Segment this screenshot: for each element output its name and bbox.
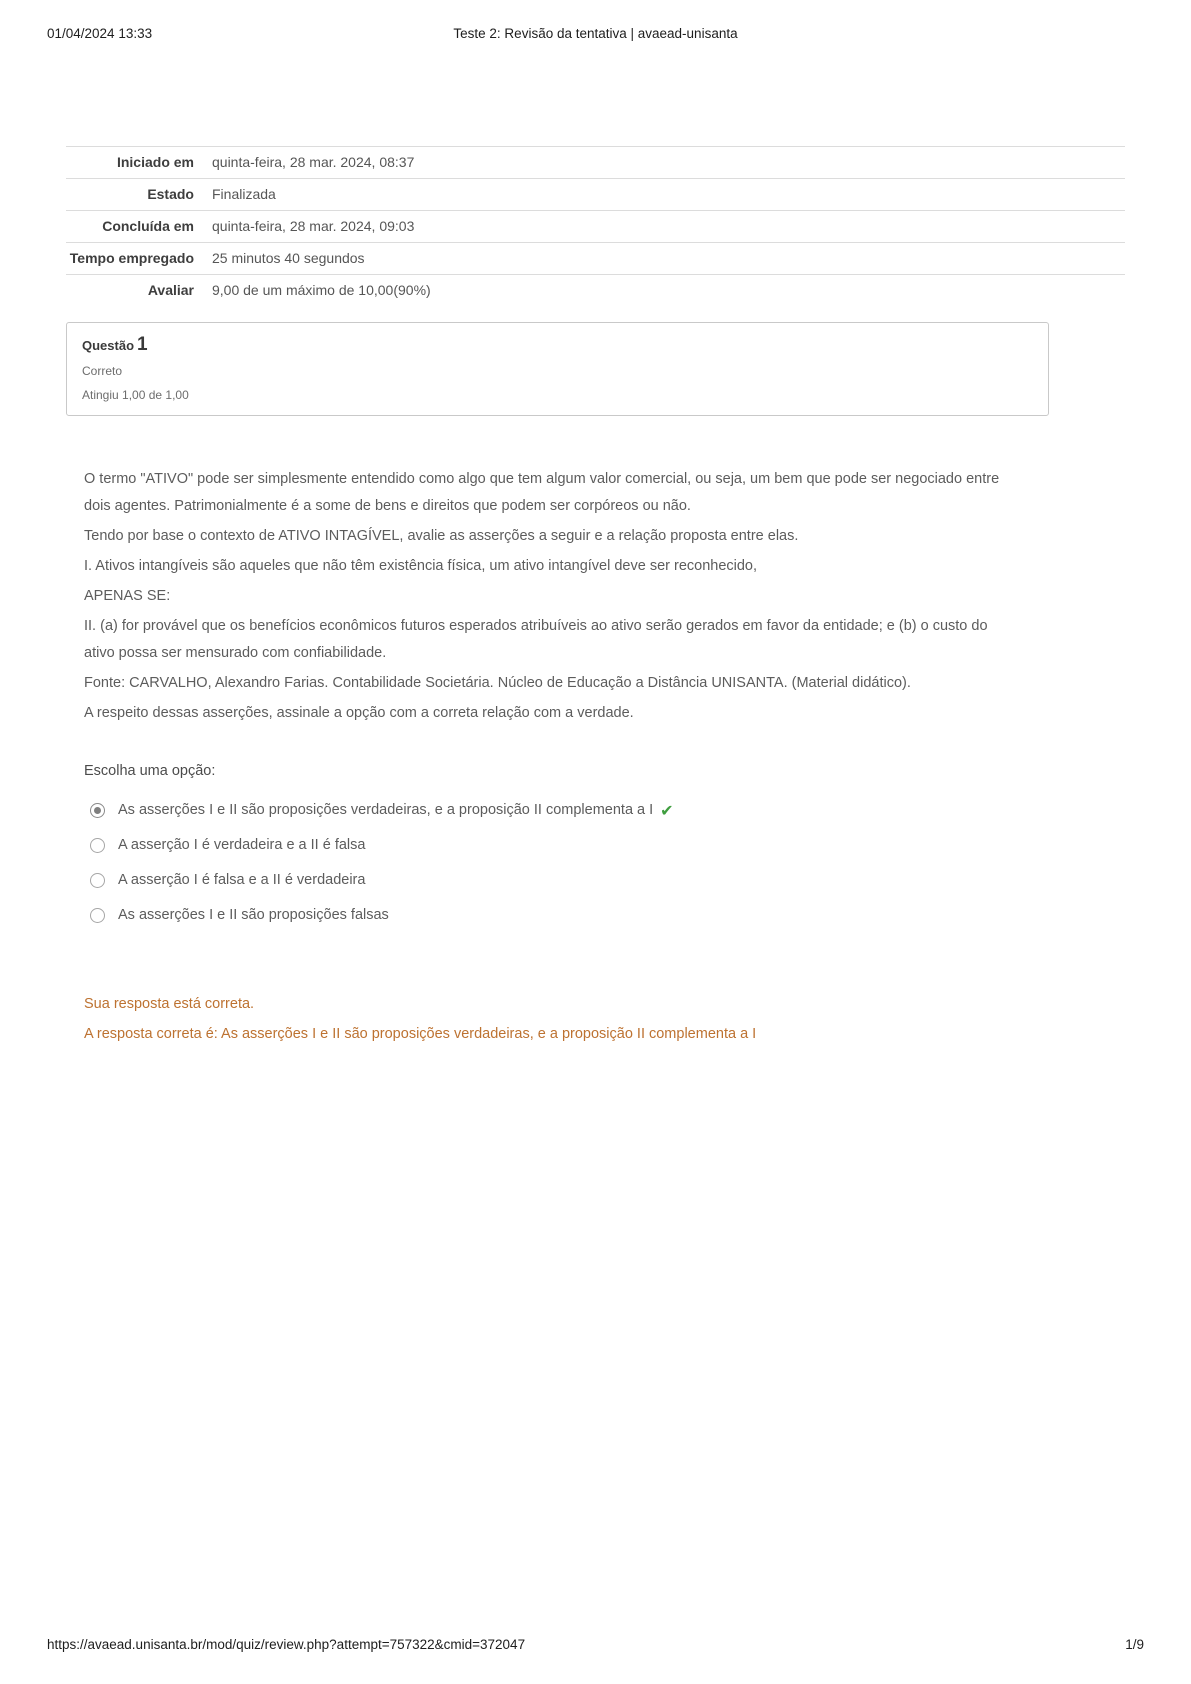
summary-label: Estado <box>147 186 194 202</box>
summary-value: quinta-feira, 28 mar. 2024, 08:37 <box>212 154 415 170</box>
footer-page-number: 1/9 <box>1125 1637 1144 1652</box>
footer-url: https://avaead.unisanta.br/mod/quiz/review.php?attempt=757322&cmid=372047 <box>47 1637 526 1652</box>
question-number-value: 1 <box>137 334 148 355</box>
question-paragraph: I. Ativos intangíveis são aqueles que não têm existência física, um ativo intangível deve ser reconhecido, <box>84 558 758 574</box>
option-label: A asserção I é verdadeira e a II é falsa <box>118 837 366 853</box>
summary-label: Avaliar <box>147 282 194 298</box>
question-paragraph: II. (a) for provável que os benefícios econômicos futuros esperados atribuíveis ao ativo serão gerados em favor da entidade; e (b) o custo do ativo possa ser mensurado com confiabilidade. <box>84 618 988 661</box>
question-paragraph: Fonte: CARVALHO, Alexandro Farias. Contabilidade Societária. Núcleo de Educação a Distância UNISANTA. (Material didático). <box>84 675 911 691</box>
radio-button[interactable] <box>90 838 105 853</box>
print-datetime: 01/04/2024 13:33 <box>47 26 153 41</box>
question-paragraph: APENAS SE: <box>84 588 171 604</box>
answer-option-4[interactable] <box>90 898 1191 933</box>
answer-option-1[interactable] <box>90 793 1191 828</box>
summary-row-concluida-em <box>66 211 1125 243</box>
summary-row-tempo-empregado <box>66 243 1125 275</box>
radio-button[interactable] <box>90 803 105 818</box>
answer-option-3[interactable] <box>90 863 1191 898</box>
summary-value: 9,00 de um máximo de 10,00(90%) <box>212 282 431 298</box>
radio-button[interactable] <box>90 908 105 923</box>
question-info-box <box>66 322 1049 416</box>
page-title: Teste 2: Revisão da tentativa | avaead-unisanta <box>453 26 738 41</box>
summary-label: Tempo empregado <box>69 250 194 266</box>
answer-option-2[interactable] <box>90 828 1191 863</box>
question-grade: Atingiu 1,00 de 1,00 <box>82 388 189 402</box>
question-text <box>84 466 1016 727</box>
summary-value: Finalizada <box>212 186 276 202</box>
summary-row-estado <box>66 179 1125 211</box>
option-label: As asserções I e II são proposições verdadeiras, e a proposição II complementa a I <box>118 802 654 818</box>
summary-label: Concluída em <box>102 218 194 234</box>
summary-value: 25 minutos 40 segundos <box>212 250 365 266</box>
summary-label: Iniciado em <box>116 154 194 170</box>
print-header <box>47 26 1144 41</box>
question-number <box>82 334 1033 356</box>
option-label: A asserção I é falsa e a II é verdadeira <box>118 872 366 888</box>
print-footer <box>47 1637 1144 1652</box>
answer-options <box>90 793 1191 933</box>
question-paragraph: O termo "ATIVO" pode ser simplesmente entendido como algo que tem algum valor comercial, ou seja, um bem que pode ser negociado entre dois agentes. Patrimonialmente é a some de bens e direitos que podem ser corpóreos ou não. <box>84 471 1000 514</box>
question-paragraph: A respeito dessas asserções, assinale a opção com a correta relação com a verdade. <box>84 705 634 721</box>
feedback-answer-line: A resposta correta é: As asserções I e II são proposições verdadeiras, e a proposição II complementa a I <box>84 1026 757 1042</box>
question-label: Questão <box>82 338 135 353</box>
question-paragraph: Tendo por base o contexto de ATIVO INTAGÍVEL, avalie as asserções a seguir e a relação proposta entre elas. <box>84 528 799 544</box>
option-label: As asserções I e II são proposições falsas <box>118 907 389 923</box>
summary-row-avaliar <box>66 275 1125 307</box>
attempt-summary-table <box>66 146 1125 306</box>
correct-check-icon: ✔ <box>660 801 674 820</box>
summary-row-iniciado-em <box>66 147 1125 179</box>
question-status: Correto <box>82 364 123 378</box>
answer-prompt: Escolha uma opção: <box>84 763 216 779</box>
summary-value: quinta-feira, 28 mar. 2024, 09:03 <box>212 218 415 234</box>
feedback-correct-line: Sua resposta está correta. <box>84 996 255 1012</box>
feedback <box>84 991 1191 1048</box>
radio-button[interactable] <box>90 873 105 888</box>
